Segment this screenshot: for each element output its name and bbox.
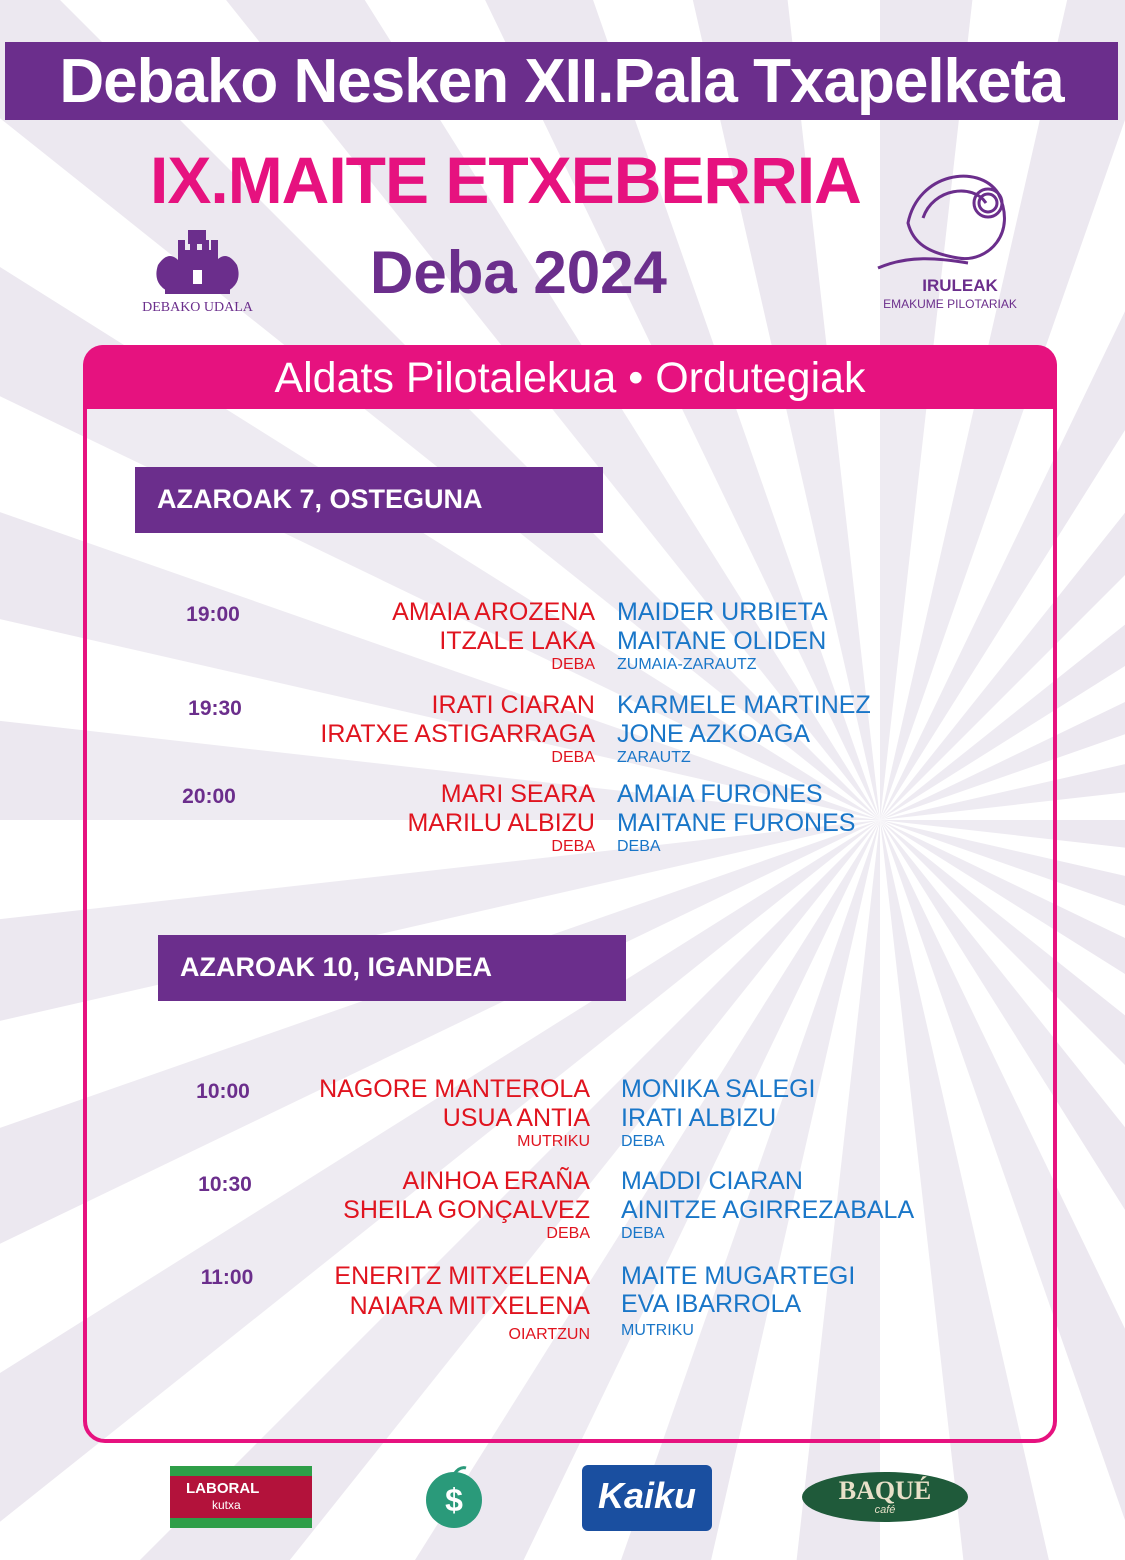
laboral-kutxa-logo (170, 1466, 312, 1528)
iruleak-subtitle: EMAKUME PILOTARIAK (883, 297, 1017, 311)
right-player: MAIDER URBIETA (617, 598, 828, 626)
match-time: 10:30 (198, 1173, 252, 1196)
left-player: AINHOA ERAÑA (402, 1167, 590, 1195)
right-player: EVA IBARROLA (621, 1290, 802, 1318)
kaiku-text: Kaiku (597, 1475, 697, 1516)
left-club: DEBA (551, 838, 595, 855)
left-player: MARI SEARA (440, 780, 595, 808)
left-club: MUTRIKU (517, 1133, 590, 1150)
right-player: JONE AZKOAGA (617, 720, 811, 748)
left-player: NAGORE MANTEROLA (319, 1075, 590, 1103)
baque-text: BAQUÉ (838, 1476, 932, 1505)
right-club: ZUMAIA-ZARAUTZ (617, 656, 757, 673)
match-time: 19:00 (186, 603, 240, 626)
left-player: USUA ANTIA (442, 1104, 590, 1132)
panel-heading: Aldats Pilotalekua • Ordutegiak (83, 345, 1057, 409)
right-club: DEBA (617, 838, 661, 855)
left-club: DEBA (546, 1225, 590, 1242)
baque-cafe-text: café (874, 1504, 896, 1516)
right-player: AINITZE AGIRREZABALA (621, 1196, 915, 1224)
right-player: MAITANE OLIDEN (617, 627, 827, 655)
match-time: 19:30 (188, 697, 242, 720)
right-club: DEBA (621, 1225, 665, 1242)
page-title: Debako Nesken XII.Pala Txapelketa (5, 42, 1118, 120)
kaiku-logo (582, 1465, 712, 1531)
right-club: ZARAUTZ (617, 749, 691, 766)
day-header-1: AZAROAK 7, OSTEGUNA (135, 467, 603, 533)
left-player: ITZALE LAKA (439, 627, 595, 655)
left-player: IRATXE ASTIGARRAGA (320, 720, 595, 748)
left-player: ENERITZ MITXELENA (334, 1262, 590, 1290)
right-club: DEBA (621, 1133, 665, 1150)
apple-dollar-logo-icon (418, 1462, 490, 1534)
udala-logo-text: DEBAKO UDALA (142, 300, 253, 315)
left-club: OIARTZUN (508, 1326, 590, 1343)
tournament-subtitle: IX.MAITE ETXEBERRIA (150, 143, 861, 217)
right-player: KARMELE MARTINEZ (617, 691, 871, 719)
match-time: 20:00 (182, 785, 236, 808)
left-player: SHEILA GONÇALVEZ (343, 1196, 590, 1224)
right-player: AMAIA FURONES (617, 780, 823, 808)
place-year: Deba 2024 (370, 239, 667, 306)
left-club: DEBA (551, 749, 595, 766)
day-header-2: AZAROAK 10, IGANDEA (158, 935, 626, 1001)
left-player: NAIARA MITXELENA (349, 1292, 590, 1320)
baque-logo (802, 1472, 968, 1522)
right-player: MAITANE FURONES (617, 809, 856, 837)
left-player: MARILU ALBIZU (407, 809, 595, 837)
right-club: MUTRIKU (621, 1322, 694, 1339)
match-time: 11:00 (200, 1266, 254, 1289)
laboral-text: LABORAL (186, 1480, 260, 1497)
iruleak-name: IRULEAK (922, 276, 998, 295)
svg-text:$: $ (445, 1482, 463, 1518)
right-player: IRATI ALBIZU (621, 1104, 777, 1132)
match-time: 10:00 (196, 1080, 250, 1103)
right-player: MADDI CIARAN (621, 1167, 803, 1195)
left-player: IRATI CIARAN (431, 691, 595, 719)
pala-racket-logo-icon (868, 163, 1028, 283)
right-player: MONIKA SALEGI (621, 1075, 816, 1103)
left-player: AMAIA AROZENA (392, 598, 595, 626)
left-club: DEBA (551, 656, 595, 673)
kutxa-text: kutxa (212, 1498, 241, 1512)
right-player: MAITE MUGARTEGI (621, 1262, 856, 1290)
